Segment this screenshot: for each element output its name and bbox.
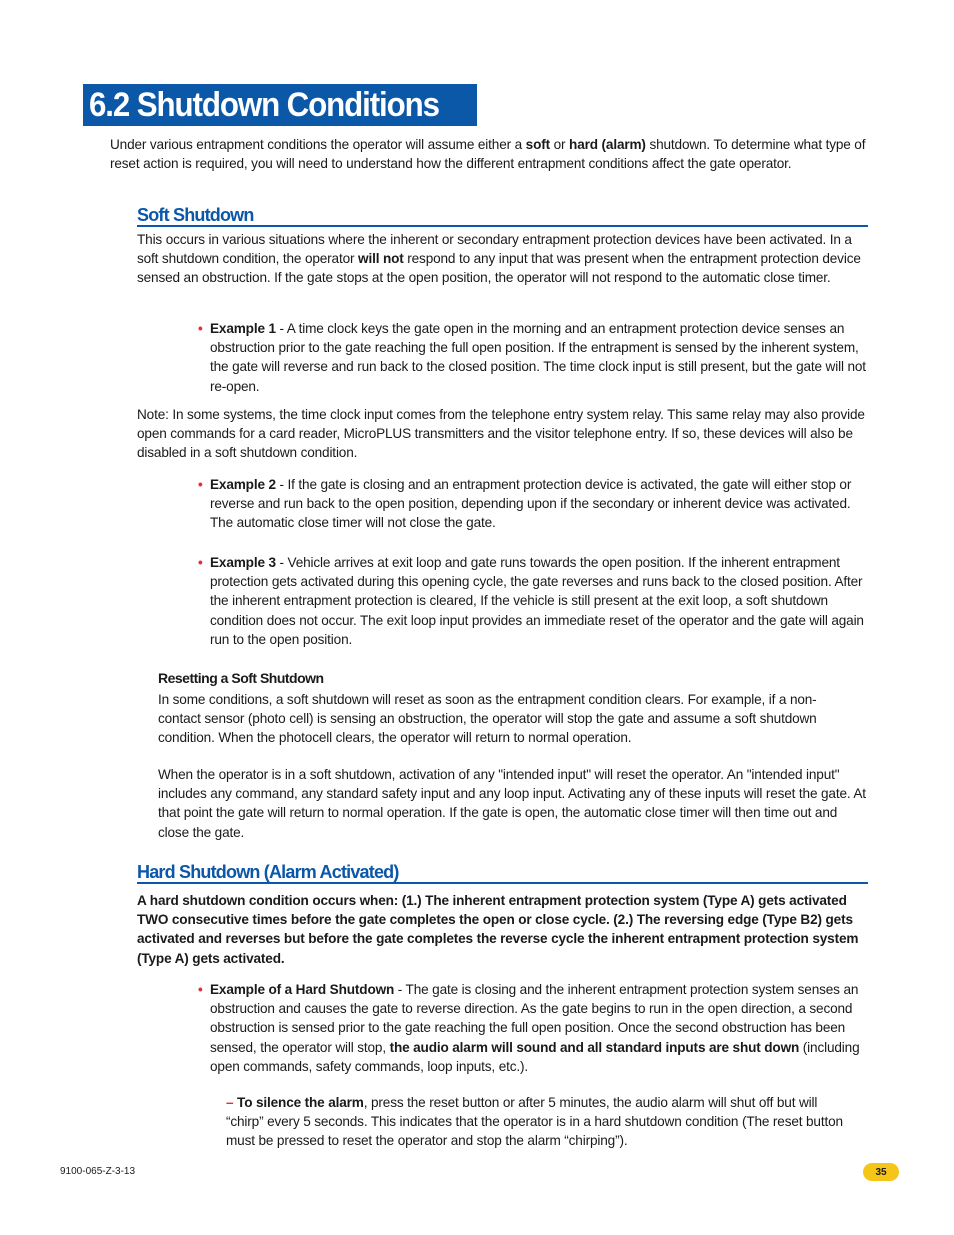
bullet-icon: • xyxy=(198,555,203,570)
example-2-bullet: • Example 2 - If the gate is closing and an entrapment protection device is activated, the gate will either stop or reverse and run back to the open position, depending upon if the secondary or inherent device was activated. The automatic close timer will not close the gate. xyxy=(198,477,852,531)
silence-alarm-item: – To silence the alarm, press the reset button or after 5 minutes, the audio alarm will shut off but will “chirp” every 5 seconds. This indicates that the operator is in a hard shutdown condition (The reset button must be pressed to reset the operator and stop the alarm “chirping”). xyxy=(226,1095,843,1149)
note-paragraph: Note: In some systems, the time clock input comes from the telephone entry system relay. This same relay may also provide open commands for a card reader, MicroPLUS transmitters and the visitor telephone entry. If so, these devices will also be disabled in a soft shutdown condition. xyxy=(137,407,865,461)
page-title: 6.2 Shutdown Conditions xyxy=(89,85,439,124)
bullet-icon: • xyxy=(198,321,203,336)
example-3-bullet: • Example 3 - Vehicle arrives at exit loop and gate runs towards the open position. If the inherent entrapment protection gets activated during this opening cycle, the gate reverses and runs back to the closed position. After the inherent entrapment protection is cleared, If the vehicle is still present at the exit loop, a soft shutdown condition does not occur. The exit loop input provides an immediate reset of the operator and the gate will again run to the open position. xyxy=(198,555,864,647)
soft-shutdown-heading: Soft Shutdown xyxy=(137,203,868,227)
bullet-icon: • xyxy=(198,982,203,997)
dash-icon: – xyxy=(226,1095,238,1110)
hard-shutdown-paragraph: A hard shutdown condition occurs when: (1.) The inherent entrapment protection system (Type A) gets activated TWO consecutive times before the gate completes the open or close cycle. (2.) The reversing edge (Type B2) gets activated and reverses but before the gate completes the reverse cycle the inherent entrapment protection system (Type A) gets activated. xyxy=(137,893,859,966)
resetting-soft-shutdown-heading: Resetting a Soft Shutdown xyxy=(158,670,324,686)
page-number-badge: 35 xyxy=(863,1163,899,1181)
document-code: 9100-065-Z-3-13 xyxy=(60,1166,136,1177)
hard-shutdown-heading: Hard Shutdown (Alarm Activated) xyxy=(137,860,868,884)
bullet-icon: • xyxy=(198,477,203,492)
section-title-banner xyxy=(83,84,477,126)
hard-example-bullet: • Example of a Hard Shutdown - The gate is closing and the inherent entrapment protection system senses an obstruction and causes the gate to reverse direction. As the gate begins to run in the open direction, a second obstruction is sensed prior to the gate reaching the full open position. Once the second obstruction has been sensed, the operator will stop, the audio alarm will sound and all standard inputs are shut down (including open commands, safety commands, loop inputs, etc.). xyxy=(198,982,860,1074)
reset-paragraph-2: When the operator is in a soft shutdown, activation of any "intended input" will reset the operator. An "intended input" includes any command, any standard safety input and any loop input. Activating any of these inputs will reset the gate. At that point the gate will return to normal operation. If the gate is open, the automatic close timer will then time out and close the gate. xyxy=(158,767,866,840)
example-1-bullet: • Example 1 - A time clock keys the gate open in the morning and an entrapment protection device senses an obstruction prior to the gate reaching the full open position. If the entrapment is sensed by the inherent system, the gate will reverse and run back to the closed position. The time clock input is still present, but the gate will not re-open. xyxy=(198,321,866,394)
reset-paragraph-1: In some conditions, a soft shutdown will reset as soon as the entrapment condition clears. For example, if a non-contact sensor (photo cell) is sensing an obstruction, the operator will stop the gate and assume a soft shutdown condition. When the photocell clears, the operator will return to normal operation. xyxy=(158,692,817,746)
intro-paragraph: Under various entrapment conditions the operator will assume either a soft or hard (alarm) shutdown. To determine what type of reset action is required, you will need to understand how the different entrapment conditions affect the gate operator. xyxy=(110,137,866,172)
soft-shutdown-paragraph: This occurs in various situations where the inherent or secondary entrapment protection devices have been activated. In a soft shutdown condition, the operator will not respond to any input that was present when the entrapment protection device sensed an obstruction. If the gate stops at the open position, the operator will not respond to the automatic close timer. xyxy=(137,232,861,286)
